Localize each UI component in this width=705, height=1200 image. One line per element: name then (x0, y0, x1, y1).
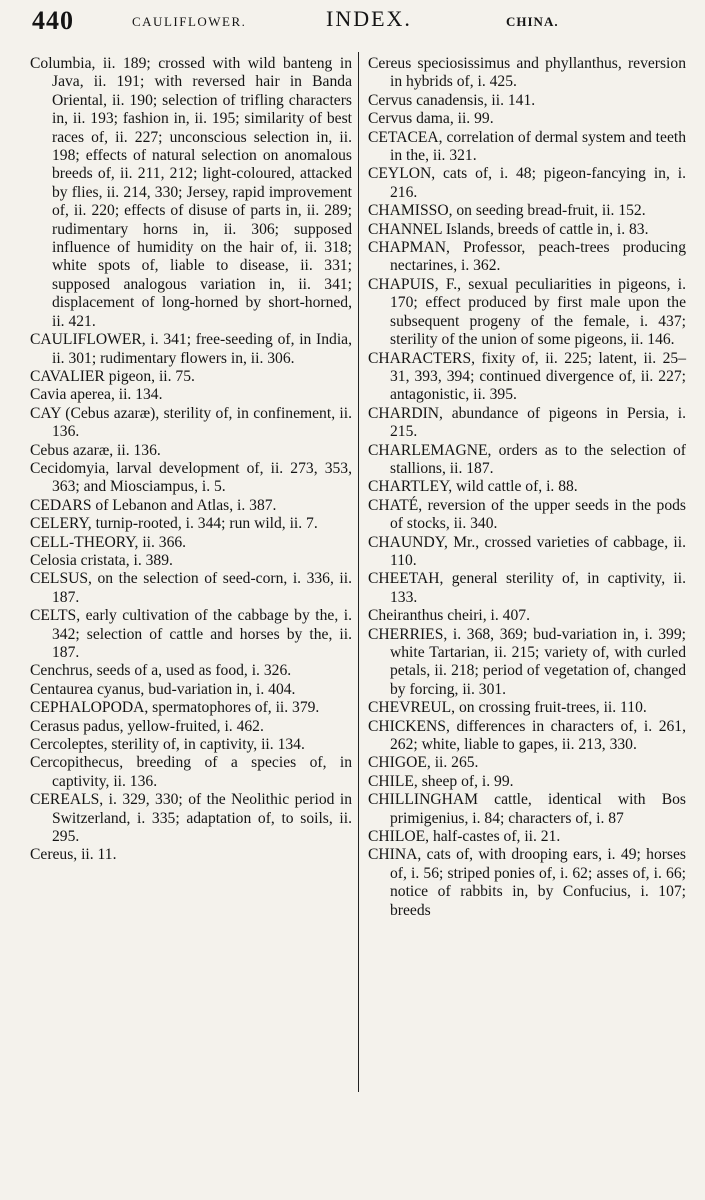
index-entry: CAY (Cebus azaræ), sterility of, in confinement, ii. 136. (30, 404, 352, 441)
right-running-head: CHINA. (506, 14, 559, 29)
index-entry: Cerasus padus, yellow-fruited, i. 462. (30, 717, 264, 735)
index-entry: CELL-THEORY, ii. 366. (30, 533, 187, 551)
index-entry: CHARDIN, abundance of pigeons in Persia, i. 215. (368, 404, 686, 441)
index-entry: CHILE, sheep of, i. 99. (368, 772, 514, 790)
index-entry: CHILOE, half-castes of, ii. 21. (368, 828, 561, 846)
index-entry: Cheiranthus cheiri, i. 407. (368, 607, 530, 625)
index-entry: Cenchrus, seeds of a, used as food, i. 326. (30, 662, 292, 680)
index-entry: CAVALIER pigeon, ii. 75. (30, 367, 195, 385)
index-entry: CHINA, cats of, with drooping ears, i. 49; horses of, i. 56; striped ponies of, i. 62; asses of, i. 66; notice of rabbits in, by Confucius, i. 107; breeds (368, 846, 686, 919)
index-entry: CHERRIES, i. 368, 369; bud-variation in, i. 399; white Tartarian, ii. 215; variety of, with curled petals, ii. 218; period of vegetation of, changed by forcing, ii. 301. (368, 625, 686, 698)
index-entry: CHICKENS, differences in characters of, i. 261, 262; white, liable to gapes, ii. 213, 330. (368, 717, 686, 754)
index-entry: Cecidomyia, larval development of, ii. 273, 353, 363; and Miosciampus, i. 5. (30, 459, 352, 496)
index-entry: CHARACTERS, fixity of, ii. 225; latent, ii. 25–31, 393, 394; continued divergence of, ii. 227; antagonistic, ii. 395. (368, 349, 686, 404)
right-column (368, 55, 686, 920)
index-entry: Cebus azaræ, ii. 136. (30, 441, 161, 459)
index-entry: Cereus, ii. 11. (30, 846, 117, 864)
index-entry: CHAUNDY, Mr., crossed varieties of cabbage, ii. 110. (368, 533, 686, 569)
index-entry: CEDARS of Lebanon and Atlas, i. 387. (30, 496, 277, 514)
index-entry: Columbia, ii. 189; crossed with wild banteng in Java, ii. 191; with reversed hair in Banda Oriental, ii. 190; selection of trifling characters in, ii. 193; fashion in, ii. 195; similarity of best races of, ii. 227; unconscious selection in, ii. 198; effects of natural selection on anomalous breeds of, ii. 211, 212; light-coloured, attacked by flies, ii. 214, 330; Jersey, rapid improvement of, ii. 220; effects of disuse of parts in, ii. 289; rudimentary horns in, ii. 306; supposed influence of humidity on the hair of, ii. 318; white spots of, liable to disease, ii. 331; supposed analogous variation in, ii. 341; displacement of long-horned by short-horned, ii. 421. (30, 55, 352, 330)
index-entry: Cervus canadensis, ii. 141. (368, 91, 536, 109)
index-entry: CELSUS, on the selection of seed-corn, i. 336, ii. 187. (30, 570, 352, 606)
page-header (30, 6, 690, 36)
index-entry: CHANNEL Islands, breeds of cattle in, i. 83. (368, 220, 649, 238)
index-entry: CHIGOE, ii. 265. (368, 754, 479, 772)
index-entry: Cercopithecus, breeding of a species of, in captivity, ii. 136. (30, 754, 352, 790)
page-title: INDEX. (326, 6, 412, 31)
index-entry: CHILLINGHAM cattle, identical with Bos primigenius, i. 84; characters of, i. 87 (368, 791, 686, 827)
index-entry: CHAMISSO, on seeding bread-fruit, ii. 152. (368, 202, 646, 220)
index-entry: CHARLEMAGNE, orders as to the selection of stallions, ii. 187. (368, 441, 686, 477)
index-entry: Cercoleptes, sterility of, in captivity, ii. 134. (30, 736, 305, 754)
index-entry: CEREALS, i. 329, 330; of the Neolithic period in Switzerland, i. 335; adaptation of, to soils, ii. 295. (30, 791, 352, 846)
index-entry: Celosia cristata, i. 389. (30, 551, 173, 569)
index-entry: Cereus speciosissimus and phyllanthus, reversion in hybrids of, i. 425. (368, 55, 686, 91)
index-entry: CHEETAH, general sterility of, in captivity, ii. 133. (368, 570, 686, 606)
index-entry: CETACEA, correlation of dermal system and teeth in the, ii. 321. (368, 128, 686, 165)
index-entry: CELTS, early cultivation of the cabbage by the, i. 342; selection of cattle and horses by the, ii. 187. (30, 607, 352, 661)
index-entry: Centaurea cyanus, bud-variation in, i. 404. (30, 680, 296, 698)
index-entry: CHATÉ, reversion of the upper seeds in the pods of stocks, ii. 340. (368, 496, 686, 533)
index-entry: CAULIFLOWER, i. 341; free-seeding of, in India, ii. 301; rudimentary flowers in, ii. 306. (30, 331, 352, 367)
index-entry: CEYLON, cats of, i. 48; pigeon-fancying in, i. 216. (368, 165, 686, 201)
index-entry: Cavia aperea, ii. 134. (30, 386, 163, 404)
column-divider (358, 52, 359, 1092)
index-entry: CEPHALOPODA, spermatophores of, ii. 379. (30, 699, 320, 717)
page-number: 440 (32, 6, 74, 35)
index-entry: CHARTLEY, wild cattle of, i. 88. (368, 478, 578, 496)
index-entry: CELERY, turnip-rooted, i. 344; run wild, ii. 7. (30, 515, 318, 533)
index-entry: CHAPUIS, F., sexual peculiarities in pigeons, i. 170; effect produced by first male upon the subsequent progeny of the female, i. 437; sterility of the union of some pigeons, ii. 146. (368, 275, 686, 349)
index-entry: CHAPMAN, Professor, peach-trees producing nectarines, i. 362. (368, 239, 686, 275)
left-running-head: CAULIFLOWER. (132, 14, 247, 29)
left-column (30, 55, 352, 865)
index-entry: Cervus dama, ii. 99. (368, 110, 494, 128)
index-entry: CHEVREUL, on crossing fruit-trees, ii. 110. (368, 699, 647, 717)
